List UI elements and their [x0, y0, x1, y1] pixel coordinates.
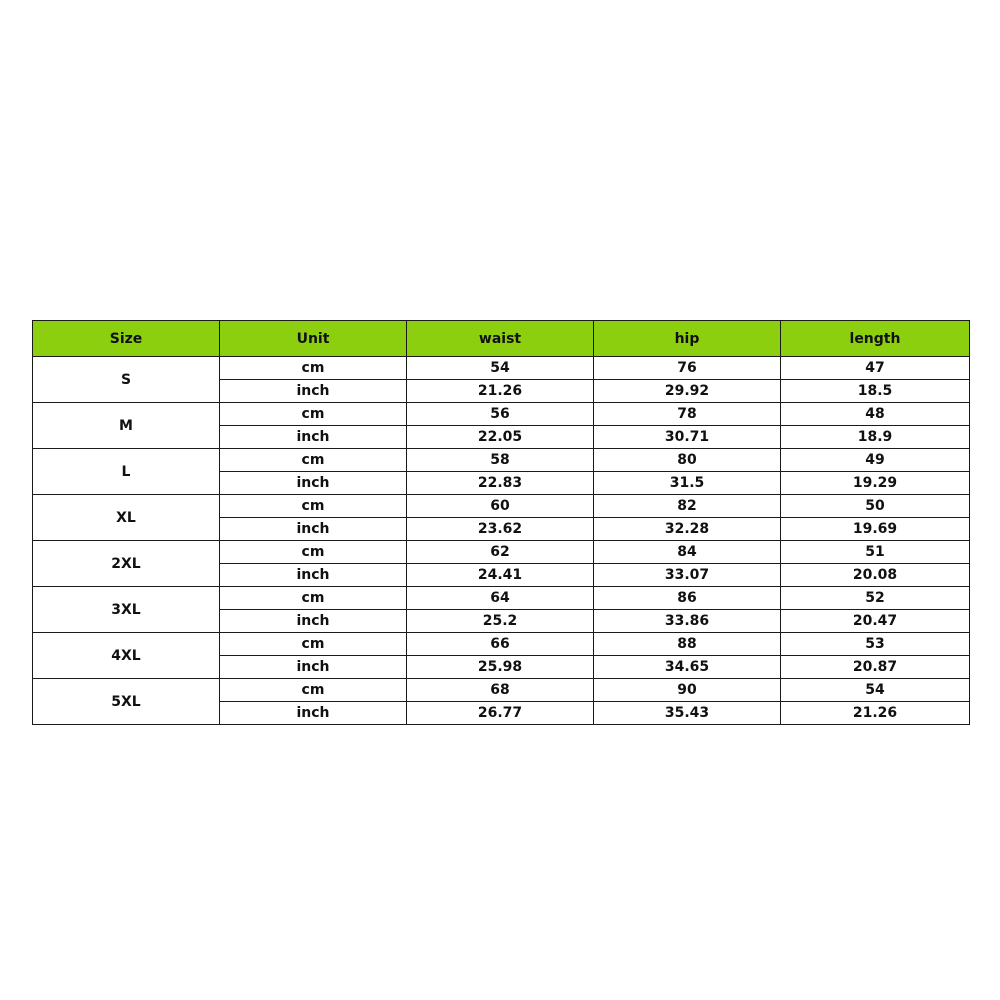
- size-label-cell: XL: [33, 495, 220, 541]
- hip-cell: 88: [594, 633, 781, 656]
- unit-cell: inch: [220, 518, 407, 541]
- length-cell: 20.08: [781, 564, 970, 587]
- unit-cell: cm: [220, 679, 407, 702]
- table-row: [33, 495, 970, 518]
- unit-cell: inch: [220, 610, 407, 633]
- header-hip: hip: [594, 321, 781, 357]
- size-chart-table: [32, 320, 970, 725]
- length-cell: 48: [781, 403, 970, 426]
- hip-cell: 86: [594, 587, 781, 610]
- table-header-row: [33, 321, 970, 357]
- table-body: [33, 357, 970, 725]
- waist-cell: 54: [407, 357, 594, 380]
- hip-cell: 82: [594, 495, 781, 518]
- waist-cell: 58: [407, 449, 594, 472]
- unit-cell: cm: [220, 403, 407, 426]
- waist-cell: 62: [407, 541, 594, 564]
- unit-cell: cm: [220, 495, 407, 518]
- hip-cell: 31.5: [594, 472, 781, 495]
- hip-cell: 90: [594, 679, 781, 702]
- unit-cell: cm: [220, 449, 407, 472]
- waist-cell: 64: [407, 587, 594, 610]
- unit-cell: inch: [220, 564, 407, 587]
- unit-cell: inch: [220, 702, 407, 725]
- length-cell: 50: [781, 495, 970, 518]
- unit-cell: cm: [220, 357, 407, 380]
- size-label-cell: M: [33, 403, 220, 449]
- hip-cell: 78: [594, 403, 781, 426]
- table-row: [33, 633, 970, 656]
- waist-cell: 56: [407, 403, 594, 426]
- length-cell: 19.29: [781, 472, 970, 495]
- size-label-cell: L: [33, 449, 220, 495]
- hip-cell: 30.71: [594, 426, 781, 449]
- size-label-cell: 5XL: [33, 679, 220, 725]
- waist-cell: 60: [407, 495, 594, 518]
- header-waist: waist: [407, 321, 594, 357]
- waist-cell: 68: [407, 679, 594, 702]
- hip-cell: 29.92: [594, 380, 781, 403]
- size-label-cell: 3XL: [33, 587, 220, 633]
- unit-cell: cm: [220, 541, 407, 564]
- hip-cell: 34.65: [594, 656, 781, 679]
- length-cell: 49: [781, 449, 970, 472]
- unit-cell: cm: [220, 587, 407, 610]
- header-length: length: [781, 321, 970, 357]
- table-row: [33, 357, 970, 380]
- waist-cell: 21.26: [407, 380, 594, 403]
- hip-cell: 33.86: [594, 610, 781, 633]
- length-cell: 20.47: [781, 610, 970, 633]
- length-cell: 20.87: [781, 656, 970, 679]
- length-cell: 47: [781, 357, 970, 380]
- waist-cell: 26.77: [407, 702, 594, 725]
- unit-cell: inch: [220, 380, 407, 403]
- header-size: Size: [33, 321, 220, 357]
- unit-cell: inch: [220, 426, 407, 449]
- table-row: [33, 587, 970, 610]
- size-label-cell: 2XL: [33, 541, 220, 587]
- unit-cell: inch: [220, 656, 407, 679]
- size-label-cell: S: [33, 357, 220, 403]
- hip-cell: 76: [594, 357, 781, 380]
- table-row: [33, 403, 970, 426]
- waist-cell: 22.05: [407, 426, 594, 449]
- hip-cell: 33.07: [594, 564, 781, 587]
- waist-cell: 22.83: [407, 472, 594, 495]
- table-row: [33, 679, 970, 702]
- hip-cell: 80: [594, 449, 781, 472]
- length-cell: 18.5: [781, 380, 970, 403]
- hip-cell: 35.43: [594, 702, 781, 725]
- waist-cell: 25.2: [407, 610, 594, 633]
- length-cell: 51: [781, 541, 970, 564]
- unit-cell: cm: [220, 633, 407, 656]
- table-row: [33, 541, 970, 564]
- length-cell: 53: [781, 633, 970, 656]
- unit-cell: inch: [220, 472, 407, 495]
- length-cell: 21.26: [781, 702, 970, 725]
- size-label-cell: 4XL: [33, 633, 220, 679]
- hip-cell: 32.28: [594, 518, 781, 541]
- waist-cell: 24.41: [407, 564, 594, 587]
- waist-cell: 23.62: [407, 518, 594, 541]
- length-cell: 19.69: [781, 518, 970, 541]
- table-row: [33, 449, 970, 472]
- length-cell: 54: [781, 679, 970, 702]
- waist-cell: 25.98: [407, 656, 594, 679]
- waist-cell: 66: [407, 633, 594, 656]
- header-unit: Unit: [220, 321, 407, 357]
- hip-cell: 84: [594, 541, 781, 564]
- length-cell: 52: [781, 587, 970, 610]
- length-cell: 18.9: [781, 426, 970, 449]
